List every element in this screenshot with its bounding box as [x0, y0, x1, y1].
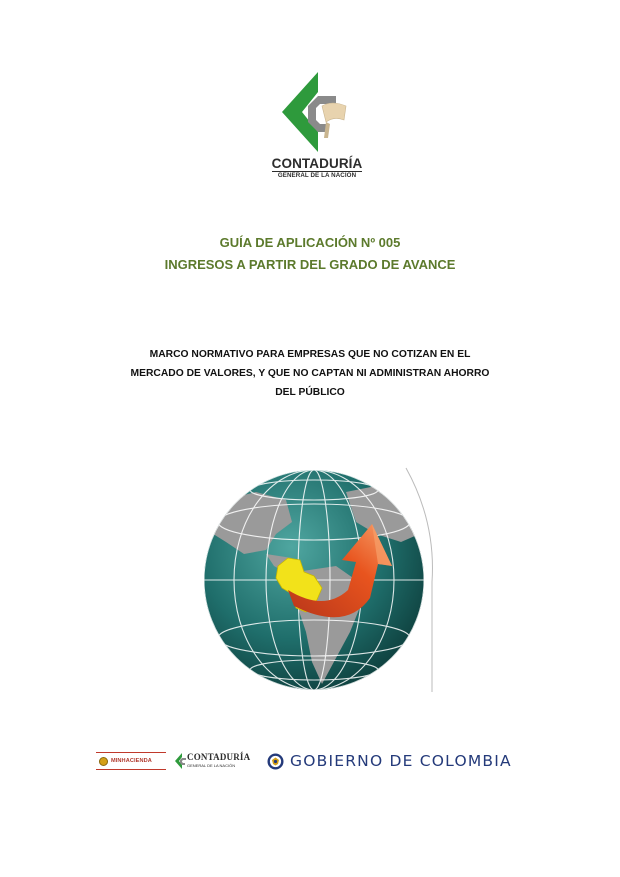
guide-title: [0, 232, 620, 276]
contaduria-small-title: CONTADURÍA: [187, 752, 251, 762]
guide-title-line2: INGRESOS A PARTIR DEL GRADO DE AVANCE: [164, 257, 456, 272]
contaduria-logo: [268, 66, 366, 188]
gobierno-logo: [267, 750, 512, 772]
framework-line2: MERCADO DE VALORES, Y QUE NO CAPTAN NI ADMINISTRAN AHORRO: [130, 368, 490, 379]
contaduria-small-emblem-icon: [175, 753, 187, 769]
framework-subtitle: [80, 345, 540, 402]
globe-with-arrow-icon: [196, 462, 440, 694]
globe-illustration: [196, 462, 440, 694]
framework-line3: DEL PÚBLICO: [275, 387, 345, 398]
contaduria-small-subtitle: GENERAL DE LA NACIÓN: [187, 763, 236, 768]
contaduria-small-logo: [175, 750, 251, 772]
logo-title: CONTADURÍA: [271, 156, 363, 171]
footer-logos: [0, 744, 620, 780]
framework-line1: MARCO NORMATIVO PARA EMPRESAS QUE NO COTIZAN EN EL: [149, 349, 471, 360]
minhacienda-label: MINHACIENDA: [111, 758, 152, 764]
logo-subtitle: GENERAL DE LA NACIÓN: [277, 172, 357, 179]
contaduria-emblem-icon: [268, 66, 366, 156]
guide-title-line1: GUÍA DE APLICACIÓN Nº 005: [219, 235, 401, 250]
minhacienda-logo: [96, 752, 166, 770]
gobierno-label: GOBIERNO DE COLOMBIA: [290, 752, 512, 770]
colombia-seal-icon: [267, 753, 284, 770]
minhacienda-seal-icon: [99, 757, 108, 766]
